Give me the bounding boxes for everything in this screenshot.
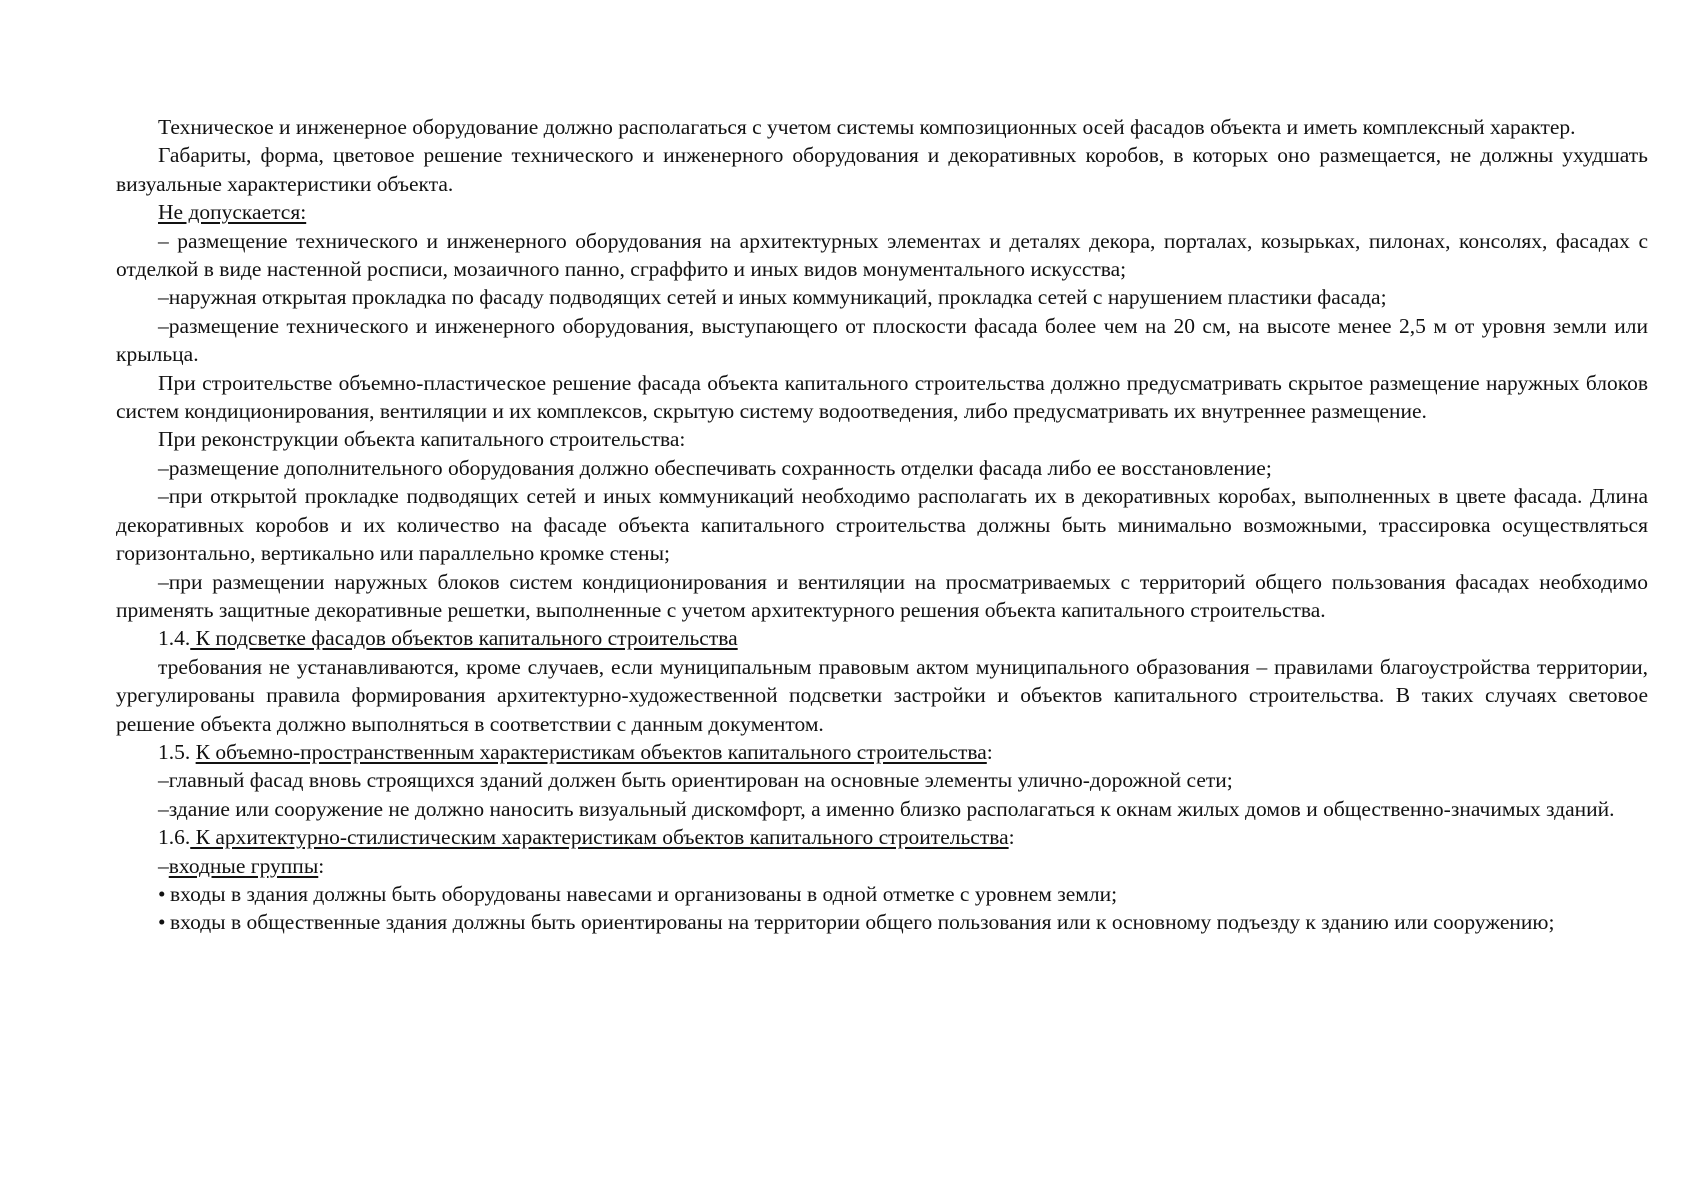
paragraph-volume-1: –главный фасад вновь строящихся зданий должен быть ориентирован на основные элементы улично-дорожной сети; — [158, 768, 1233, 793]
section-1-6-heading — [116, 823, 1648, 851]
entrance-groups-title: входные группы — [168, 853, 319, 878]
section-1-4-number: 1.4. — [158, 626, 191, 651]
not-allowed-heading: Не допускается: — [158, 200, 307, 225]
paragraph-reconstruction-3: –при размещении наружных блоков систем кондиционирования и вентиляции на просматриваемых с территорий общего пользования фасадах необходимо применять защитные декоративные решетки, выполненные с учетом архитектурного решения объекта капитального строительства. — [116, 569, 1648, 622]
paragraph-lighting: требования не устанавливаются, кроме случаев, если муниципальным правовым актом муниципального образования – правилами благоустройства территории, урегулированы правила формирования архитектурно-художественной подсветки застройки и объектов капитального строительства. В таких случаях световое решение объекта должно выполняться в соответствии с данным документом. — [116, 654, 1648, 736]
paragraph-equipment-dimensions: Габариты, форма, цветовое решение технического и инженерного оборудования и декоративных коробов, в которых оно размещается, не должны ухудшать визуальные характеристики объекта. — [116, 143, 1648, 196]
bullet-item-2-text: входы в общественные здания должны быть ориентированы на территории общего пользования или к основному подъезду к зданию или сооружению; — [170, 910, 1555, 935]
section-1-6-number: 1.6. — [158, 825, 191, 850]
paragraph-construction: При строительстве объемно-пластическое решение фасада объекта капитального строительства должно предусматривать скрытое размещение наружных блоков систем кондиционирования, вентиляции и их комплексов, скрытую систему водоотведения, либо предусматривать их внутреннее размещение. — [116, 370, 1648, 424]
section-1-6-colon: : — [1008, 825, 1015, 850]
paragraph-reconstruction-2: –при открытой прокладке подводящих сетей и иных коммуникаций необходимо располагать их в декоративных коробах, выполненных в цвете фасада. Длина декоративных коробов и их количество на фасаде объекта капитального строительства должны быть минимально возможными, трассировка осуществляться горизонтально, вертикально или параллельно кромке стены; — [116, 484, 1648, 566]
paragraph-reconstruction-1: –размещение дополнительного оборудования должно обеспечивать сохранность отделки фасада либо ее восстановление; — [158, 455, 1272, 480]
section-1-5-title: К объемно-пространственным характеристикам объектов капитального строительства — [195, 739, 987, 764]
paragraph-prohibition-1: – размещение технического и инженерного оборудования на архитектурных элементах и деталях декора, порталах, козырьках, пилонах, консолях, фасадах с отделкой в виде настенной росписи, мозаичного панно, сграффито и иных видов монументального искусства; — [116, 228, 1648, 282]
section-1-5-number: 1.5. — [158, 739, 196, 764]
section-1-5-colon: : — [986, 739, 993, 764]
section-1-4-title: К подсветке фасадов объектов капитального строительства — [190, 626, 738, 651]
bullet-item-1 — [116, 880, 1648, 908]
bullet-icon: • — [158, 881, 166, 906]
paragraph-prohibition-2: –наружная открытая прокладка по фасаду подводящих сетей и иных коммуникаций, прокладка сетей с нарушением пластики фасада; — [158, 285, 1387, 310]
paragraph-volume-2: –здание или сооружение не должно наносить визуальный дискомфорт, а именно близко располагаться к окнам жилых домов и общественно-значимых зданий. — [158, 796, 1615, 821]
paragraph-entrance-groups — [116, 852, 1648, 880]
paragraph-not-allowed-heading — [116, 198, 1648, 226]
paragraph-reconstruction-heading: При реконструкции объекта капитального строительства: — [158, 427, 686, 452]
section-1-6-title: К архитектурно-стилистическим характеристикам объектов капитального строительства — [190, 825, 1009, 850]
bullet-item-2 — [116, 908, 1648, 936]
paragraph-prohibition-3: –размещение технического и инженерного оборудования, выступающего от плоскости фасада более чем на 20 см, на высоте менее 2,5 м от уровня земли или крыльца. — [116, 313, 1648, 367]
bullet-item-1-text: входы в здания должны быть оборудованы навесами и организованы в одной отметке с уровнем земли; — [170, 881, 1118, 906]
section-1-5-heading — [116, 738, 1648, 766]
document-page — [116, 113, 1648, 937]
paragraph-equipment-placement: Техническое и инженерное оборудование должно располагаться с учетом системы композиционных осей фасадов объекта и иметь комплексный характер. — [158, 115, 1576, 139]
section-1-4-heading — [116, 624, 1648, 652]
entrance-groups-dash: – — [158, 853, 169, 878]
bullet-icon: • — [158, 910, 166, 935]
entrance-groups-colon: : — [318, 853, 325, 878]
